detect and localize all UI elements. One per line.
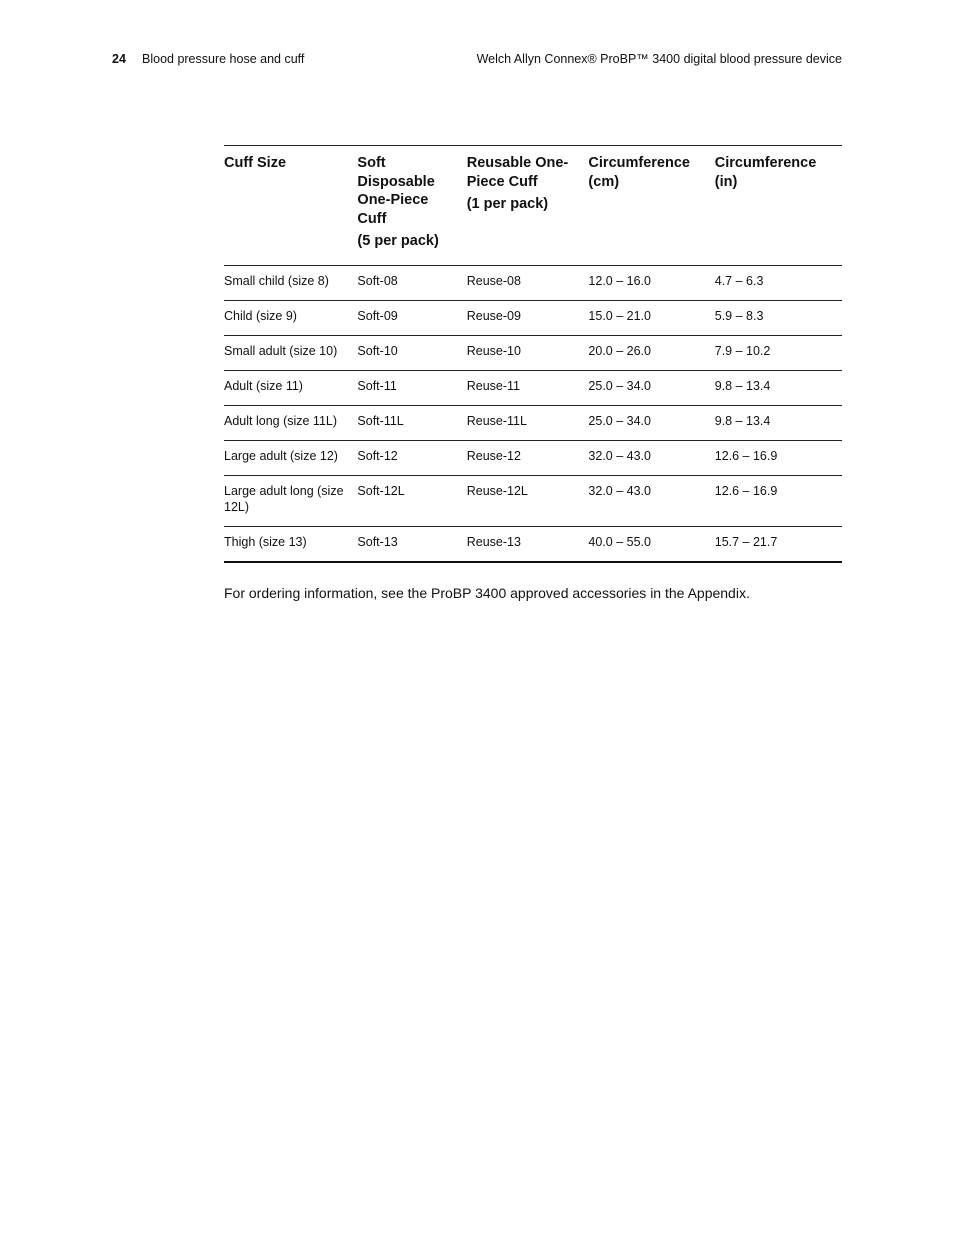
- cell-in: 12.6 – 16.9: [715, 440, 842, 475]
- header-sublabel: (1 per pack): [466, 196, 549, 212]
- cell-soft: Soft-12: [357, 440, 466, 475]
- section-title: Blood pressure hose and cuff: [142, 52, 305, 66]
- table-row: [224, 300, 842, 335]
- running-header: [112, 50, 842, 68]
- cell-cuff-size: Small adult (size 10): [224, 335, 357, 370]
- cell-in: 9.8 – 13.4: [715, 405, 842, 440]
- table-header-row: [224, 146, 842, 266]
- table-row: [224, 265, 842, 300]
- cell-soft: Soft-11: [357, 370, 466, 405]
- cell-soft: Soft-09: [357, 300, 466, 335]
- cell-cm: 32.0 – 43.0: [588, 440, 714, 475]
- cell-cuff-size: Thigh (size 13): [224, 534, 307, 549]
- cell-in: 5.9 – 8.3: [715, 300, 842, 335]
- table-row: [224, 440, 842, 475]
- cell-cuff-size: Adult (size 11): [224, 370, 357, 405]
- cell-soft: Soft-10: [357, 335, 466, 370]
- table-row: [224, 475, 842, 526]
- header-circumference-in: [715, 146, 842, 266]
- cell-reuse: Reuse-12L: [467, 475, 589, 526]
- header-reusable: [467, 146, 589, 266]
- cell-reuse: Reuse-08: [467, 265, 589, 300]
- cell-cm: 25.0 – 34.0: [588, 370, 714, 405]
- header-label: Circumference (in): [714, 155, 817, 190]
- cuff-size-table: [224, 145, 842, 563]
- cell-cuff-size: Adult long (size 11L): [224, 405, 357, 440]
- cell-reuse: Reuse-11: [467, 370, 589, 405]
- table-row: [224, 405, 842, 440]
- cell-cm: 15.0 – 21.0: [588, 300, 714, 335]
- cell-in: 9.8 – 13.4: [715, 370, 842, 405]
- cell-cm: 25.0 – 34.0: [588, 405, 714, 440]
- cell-cm: 32.0 – 43.0: [588, 475, 714, 526]
- cell-cuff-size: Large adult (size 12): [224, 440, 357, 475]
- cell-soft: Soft-13: [357, 534, 398, 549]
- header-sublabel: (5 per pack): [357, 233, 439, 249]
- cell-reuse: Reuse-13: [466, 534, 521, 549]
- header-label: Cuff Size: [224, 155, 287, 171]
- ordering-footnote: For ordering information, see the ProBP 3400 approved accessories in the Appendix.: [224, 585, 750, 601]
- page-number: 24: [112, 52, 126, 66]
- cell-reuse: Reuse-11L: [467, 405, 589, 440]
- header-soft-disposable: [357, 146, 466, 266]
- cell-cm: 20.0 – 26.0: [588, 335, 714, 370]
- cell-cm: 12.0 – 16.0: [588, 265, 714, 300]
- cell-reuse: Reuse-10: [467, 335, 589, 370]
- cell-soft: Soft-08: [357, 265, 466, 300]
- cell-cuff-size: Large adult long (size 12L): [224, 475, 357, 526]
- cell-in: 12.6 – 16.9: [715, 475, 842, 526]
- table-row: [224, 526, 842, 562]
- document-title: Welch Allyn Connex® ProBP™ 3400 digital blood pressure device: [476, 52, 842, 66]
- cell-reuse: Reuse-12: [467, 440, 589, 475]
- header-circumference-cm: [588, 146, 714, 266]
- table-row: [224, 370, 842, 405]
- cell-soft: Soft-12L: [357, 475, 466, 526]
- cell-soft: Soft-11L: [357, 405, 466, 440]
- cell-in: 4.7 – 6.3: [715, 265, 842, 300]
- header-label: Soft Disposable One-Piece Cuff: [357, 155, 435, 227]
- cell-in: 7.9 – 10.2: [715, 335, 842, 370]
- header-label: Reusable One-Piece Cuff: [466, 155, 569, 190]
- header-label: Circumference (cm): [588, 155, 690, 190]
- cell-cuff-size: Small child (size 8): [224, 265, 357, 300]
- table-row: [224, 335, 842, 370]
- cell-cuff-size: Child (size 9): [224, 300, 357, 335]
- header-cuff-size: [224, 146, 357, 266]
- cell-in: 15.7 – 21.7: [714, 534, 778, 549]
- cell-cm: 40.0 – 55.0: [588, 534, 651, 549]
- cell-reuse: Reuse-09: [467, 300, 589, 335]
